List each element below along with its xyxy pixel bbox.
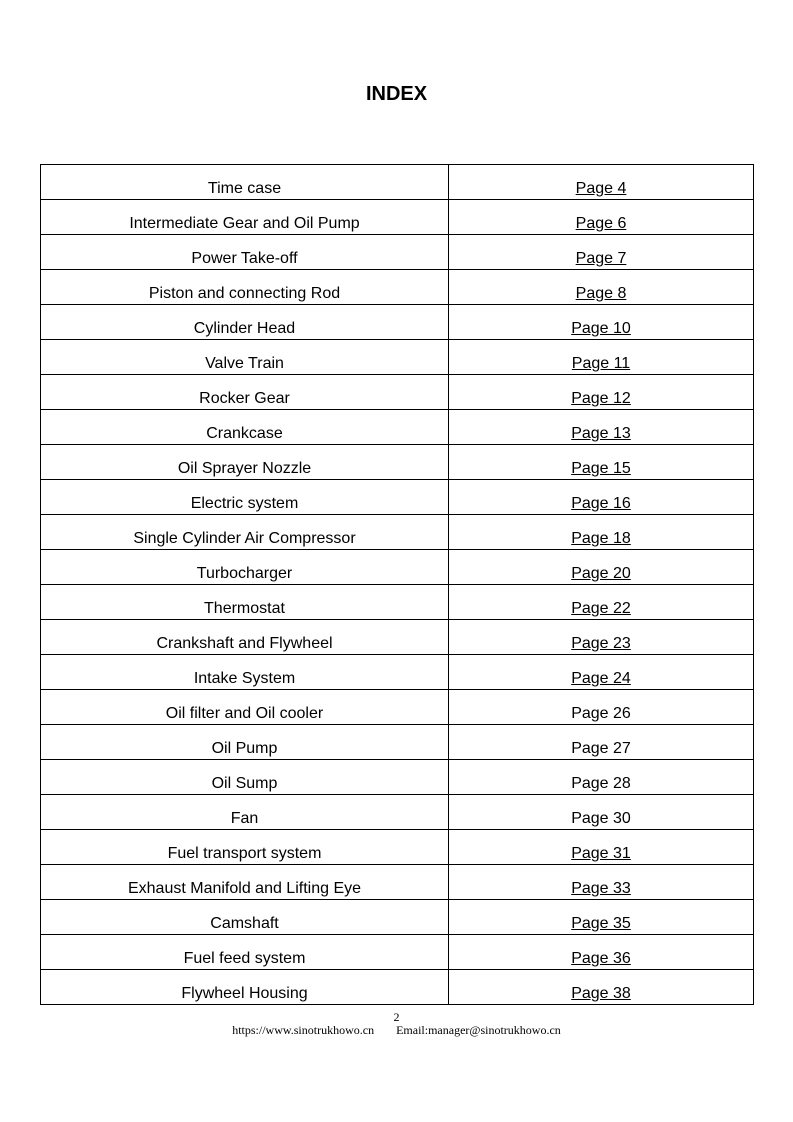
index-entry-title: Crankcase xyxy=(41,410,449,445)
table-row xyxy=(41,375,754,410)
table-row xyxy=(41,725,754,760)
index-table xyxy=(40,164,754,1005)
index-entry-page-cell xyxy=(449,865,754,900)
index-page-link[interactable]: Page 33 xyxy=(571,880,631,897)
page-title: INDEX xyxy=(365,83,428,105)
index-entry-title: Single Cylinder Air Compressor xyxy=(41,515,449,550)
index-entry-page-cell xyxy=(449,900,754,935)
index-entry-title: Oil filter and Oil cooler xyxy=(41,690,449,725)
index-entry-page-cell xyxy=(449,340,754,375)
index-page-link[interactable]: Page 28 xyxy=(571,775,631,792)
index-entry-title: Camshaft xyxy=(41,900,449,935)
index-entry-title: Piston and connecting Rod xyxy=(41,270,449,305)
index-page-link[interactable]: Page 16 xyxy=(571,495,631,512)
index-entry-page-cell xyxy=(449,305,754,340)
index-page-link[interactable]: Page 15 xyxy=(571,460,631,477)
index-page-link[interactable]: Page 4 xyxy=(575,180,627,197)
table-row xyxy=(41,480,754,515)
index-entry-title: Intake System xyxy=(41,655,449,690)
index-entry-page-cell xyxy=(449,970,754,1005)
index-page-link[interactable]: Page 10 xyxy=(571,320,631,337)
table-row xyxy=(41,795,754,830)
index-entry-title: Fan xyxy=(41,795,449,830)
table-row xyxy=(41,655,754,690)
index-page-link[interactable]: Page 20 xyxy=(571,565,631,582)
index-page-link[interactable]: Page 38 xyxy=(571,985,631,1002)
index-entry-title: Power Take-off xyxy=(41,235,449,270)
index-entry-title: Electric system xyxy=(41,480,449,515)
index-entry-title: Oil Pump xyxy=(41,725,449,760)
index-entry-title: Fuel feed system xyxy=(41,935,449,970)
index-page-link[interactable]: Page 35 xyxy=(571,915,631,932)
index-page-link[interactable]: Page 8 xyxy=(575,285,627,302)
index-entry-page-cell xyxy=(449,550,754,585)
table-row xyxy=(41,550,754,585)
index-entry-page-cell xyxy=(449,690,754,725)
index-entry-page-cell xyxy=(449,620,754,655)
table-row xyxy=(41,200,754,235)
table-row xyxy=(41,900,754,935)
index-entry-title: Valve Train xyxy=(41,340,449,375)
index-page-link[interactable]: Page 22 xyxy=(571,600,631,617)
index-page-link[interactable]: Page 36 xyxy=(571,950,631,967)
footer xyxy=(0,1023,793,1038)
index-entry-title: Oil Sump xyxy=(41,760,449,795)
index-page-link[interactable]: Page 11 xyxy=(571,355,631,372)
index-entry-page-cell xyxy=(449,270,754,305)
index-page-link[interactable]: Page 24 xyxy=(571,670,631,687)
index-entry-page-cell xyxy=(449,375,754,410)
index-entry-page-cell xyxy=(449,795,754,830)
index-page-link[interactable]: Page 26 xyxy=(571,705,631,722)
index-entry-page-cell xyxy=(449,655,754,690)
table-row xyxy=(41,515,754,550)
index-page-link[interactable]: Page 27 xyxy=(571,740,631,757)
table-row xyxy=(41,165,754,200)
table-row xyxy=(41,410,754,445)
index-page-link[interactable]: Page 23 xyxy=(571,635,631,652)
index-entry-title: Intermediate Gear and Oil Pump xyxy=(41,200,449,235)
index-page-link[interactable]: Page 13 xyxy=(571,425,631,442)
index-entry-page-cell xyxy=(449,480,754,515)
table-row xyxy=(41,970,754,1005)
index-entry-title: Cylinder Head xyxy=(41,305,449,340)
table-row xyxy=(41,760,754,795)
index-entry-page-cell xyxy=(449,515,754,550)
index-entry-page-cell xyxy=(449,935,754,970)
index-table-body xyxy=(41,165,754,1005)
footer-email[interactable]: Email:manager@sinotrukhowo.cn xyxy=(396,1023,561,1037)
index-page-link[interactable]: Page 18 xyxy=(571,530,631,547)
table-row xyxy=(41,340,754,375)
index-entry-page-cell xyxy=(449,725,754,760)
table-row xyxy=(41,865,754,900)
index-entry-page-cell xyxy=(449,445,754,480)
index-page-link[interactable]: Page 12 xyxy=(571,390,631,407)
index-entry-title: Oil Sprayer Nozzle xyxy=(41,445,449,480)
index-page-link[interactable]: Page 7 xyxy=(575,250,627,267)
table-row xyxy=(41,270,754,305)
table-row xyxy=(41,585,754,620)
index-entry-title: Exhaust Manifold and Lifting Eye xyxy=(41,865,449,900)
table-row xyxy=(41,445,754,480)
index-page-link[interactable]: Page 6 xyxy=(575,215,627,232)
table-row xyxy=(41,305,754,340)
index-entry-title: Flywheel Housing xyxy=(41,970,449,1005)
table-row xyxy=(41,690,754,725)
index-entry-page-cell xyxy=(449,165,754,200)
index-entry-page-cell xyxy=(449,760,754,795)
index-entry-page-cell xyxy=(449,235,754,270)
index-entry-title: Thermostat xyxy=(41,585,449,620)
index-entry-page-cell xyxy=(449,585,754,620)
index-page-link[interactable]: Page 30 xyxy=(571,810,631,827)
table-row xyxy=(41,235,754,270)
index-entry-title: Turbocharger xyxy=(41,550,449,585)
table-row xyxy=(41,935,754,970)
table-row xyxy=(41,830,754,865)
index-entry-page-cell xyxy=(449,410,754,445)
index-entry-title: Crankshaft and Flywheel xyxy=(41,620,449,655)
index-entry-title: Fuel transport system xyxy=(41,830,449,865)
table-row xyxy=(41,620,754,655)
page-number: 2 xyxy=(393,1010,400,1024)
index-entry-title: Time case xyxy=(41,165,449,200)
index-page-link[interactable]: Page 31 xyxy=(571,845,631,862)
index-entry-page-cell xyxy=(449,830,754,865)
index-entry-title: Rocker Gear xyxy=(41,375,449,410)
index-entry-page-cell xyxy=(449,200,754,235)
footer-website[interactable]: https://www.sinotrukhowo.cn xyxy=(232,1023,375,1037)
